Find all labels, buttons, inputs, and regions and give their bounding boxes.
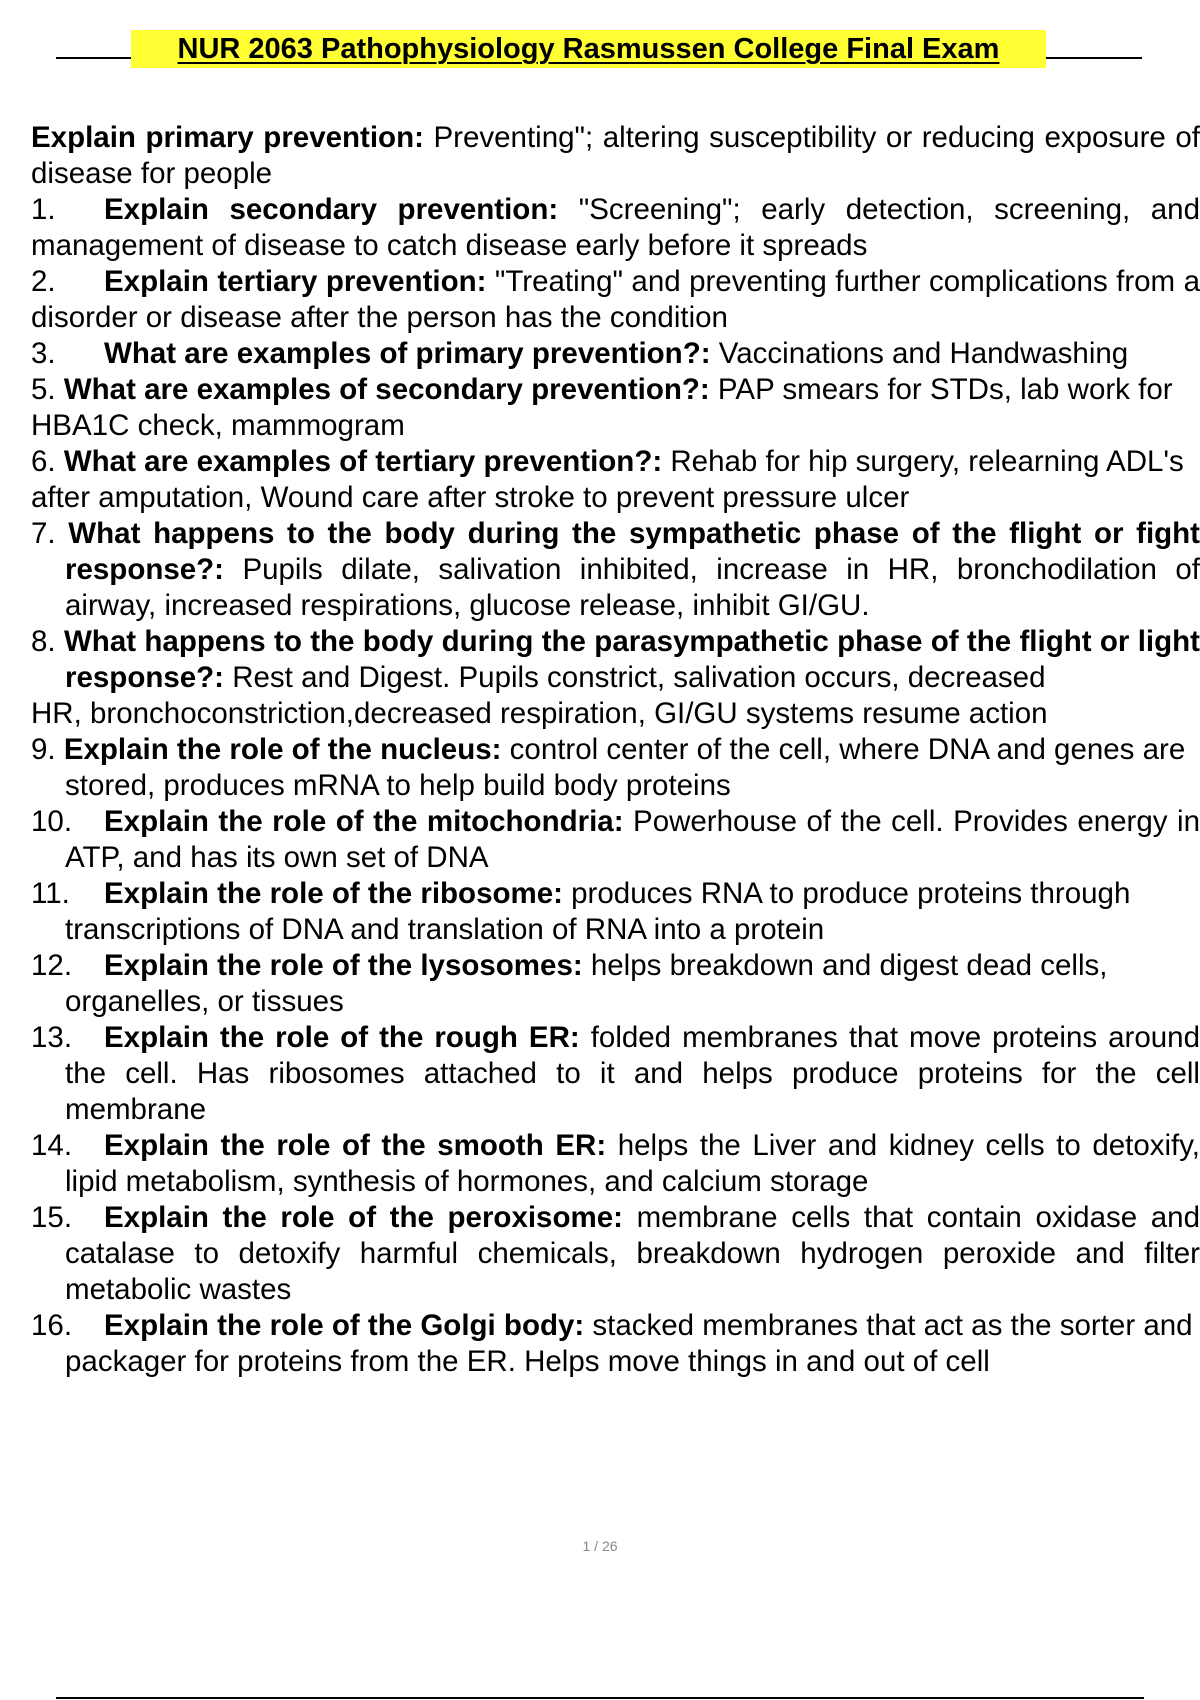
entry-secondary-prevention — [31, 192, 1200, 264]
entry-number: 10. — [31, 805, 73, 838]
entry-number: 1. — [31, 193, 56, 226]
entry-number: 11. — [31, 877, 70, 910]
entry-question: Explain primary prevention: — [31, 121, 424, 154]
entry-parasympathetic-phase — [31, 624, 1200, 696]
entry-answer: PAP smears for STDs, lab work for HBA1C check, mammogram — [31, 373, 1173, 442]
entry-answer: stacked membranes that act as the sorter and packager for proteins from the ER. Helps move things in and out of cell — [65, 1309, 1193, 1378]
entry-number: 7. — [31, 517, 56, 550]
entry-tertiary-examples — [31, 444, 1200, 516]
entry-number: 12. — [31, 949, 73, 982]
title-row — [56, 30, 1144, 70]
entry-number: 15. — [31, 1201, 73, 1234]
entry-answer: control center of the cell, where DNA and genes are stored, produces mRNA to help build body proteins — [65, 733, 1186, 802]
entry-answer: "Treating" and preventing further complications from a disorder or disease after the person has the condition — [31, 265, 1200, 334]
entry-peroxisome — [31, 1200, 1200, 1308]
entry-number: 5. — [31, 373, 56, 406]
entry-number: 6. — [31, 445, 56, 478]
entry-question: What happens to the body during the parasympathetic phase of the flight or light response?: — [63, 625, 1200, 694]
entry-answer: Preventing"; altering susceptibility or reducing exposure of disease for people — [31, 121, 1200, 190]
entry-question: Explain the role of the nucleus: — [63, 733, 502, 766]
entry-question: Explain the role of the lysosomes: — [104, 949, 583, 982]
entry-answer: Rehab for hip surgery, relearning ADL's after amputation, Wound care after stroke to prevent pressure ulcer — [31, 445, 1184, 514]
entry-question: Explain tertiary prevention: — [104, 265, 487, 298]
bottom-rule — [56, 1697, 1144, 1699]
entry-question: Explain the role of the ribosome: — [104, 877, 563, 910]
entry-parasympathetic-continuation: HR, bronchoconstriction,decreased respiration, GI/GU systems resume action — [31, 697, 1048, 730]
entry-smooth-er — [31, 1128, 1200, 1200]
entry-lysosomes — [31, 948, 1200, 1020]
entry-secondary-examples — [31, 372, 1200, 444]
entry-answer: Pupils dilate, salivation inhibited, increase in HR, bronchodilation of airway, increased respirations, glucose release, inhibit GI/GU. — [65, 553, 1200, 622]
entry-question: Explain the role of the mitochondria: — [104, 805, 624, 838]
entry-answer: produces RNA to produce proteins through transcriptions of DNA and translation of RNA into a protein — [65, 877, 1131, 946]
entry-mitochondria — [31, 804, 1200, 876]
title-rule-right — [1046, 57, 1142, 59]
entry-question: Explain the role of the peroxisome: — [104, 1201, 623, 1234]
entry-question: Explain the role of the smooth ER: — [104, 1129, 607, 1162]
entry-answer: Vaccinations and Handwashing — [710, 337, 1129, 370]
entry-answer: membrane cells that contain oxidase and catalase to detoxify harmful chemicals, breakdown hydrogen peroxide and filter metabolic wastes — [65, 1201, 1200, 1306]
entry-sympathetic-phase — [31, 516, 1200, 624]
entry-answer: helps the Liver and kidney cells to detoxify, lipid metabolism, synthesis of hormones, and calcium storage — [65, 1129, 1200, 1198]
entry-answer: Rest and Digest. Pupils constrict, salivation occurs, decreased — [224, 661, 1046, 694]
entry-number: 9. — [31, 733, 56, 766]
document-title: NUR 2063 Pathophysiology Rasmussen College Final Exam — [131, 30, 1046, 68]
entry-question: What are examples of primary prevention?: — [104, 337, 711, 370]
entry-primary-examples — [31, 336, 1200, 372]
entry-number: 8. — [31, 625, 56, 658]
entry-answer: folded membranes that move proteins around the cell. Has ribosomes attached to it and helps produce proteins for the cell membrane — [65, 1021, 1200, 1126]
entry-question: What happens to the body during the sympathetic phase of the flight or fight response?: — [65, 517, 1200, 586]
entry-number: 3. — [31, 337, 56, 370]
entry-rough-er — [31, 1020, 1200, 1128]
entry-nucleus — [31, 732, 1200, 804]
entry-number: 16. — [31, 1309, 73, 1342]
entry-tertiary-prevention — [31, 264, 1200, 336]
document-body — [31, 120, 1200, 1380]
entry-question: Explain secondary prevention: — [104, 193, 559, 226]
entry-number: 13. — [31, 1021, 73, 1054]
entry-number: 14. — [31, 1129, 73, 1162]
entry-golgi-body — [31, 1308, 1200, 1380]
entry-question: Explain the role of the rough ER: — [104, 1021, 580, 1054]
entry-answer: Powerhouse of the cell. Provides energy in ATP, and has its own set of DNA — [65, 805, 1200, 874]
entry-answer: "Screening"; early detection, screening, and management of disease to catch disease early before it spreads — [31, 193, 1200, 262]
entry-primary-prevention — [31, 120, 1200, 192]
entry-question: What are examples of secondary prevention?: — [63, 373, 710, 406]
entry-number: 2. — [31, 265, 56, 298]
entry-question: Explain the role of the Golgi body: — [104, 1309, 585, 1342]
entry-answer: helps breakdown and digest dead cells, organelles, or tissues — [65, 949, 1108, 1018]
entry-question: What are examples of tertiary prevention?: — [63, 445, 663, 478]
page-indicator: 1 / 26 — [582, 1538, 618, 1554]
title-rule-left — [56, 57, 131, 59]
entry-ribosome — [31, 876, 1200, 948]
